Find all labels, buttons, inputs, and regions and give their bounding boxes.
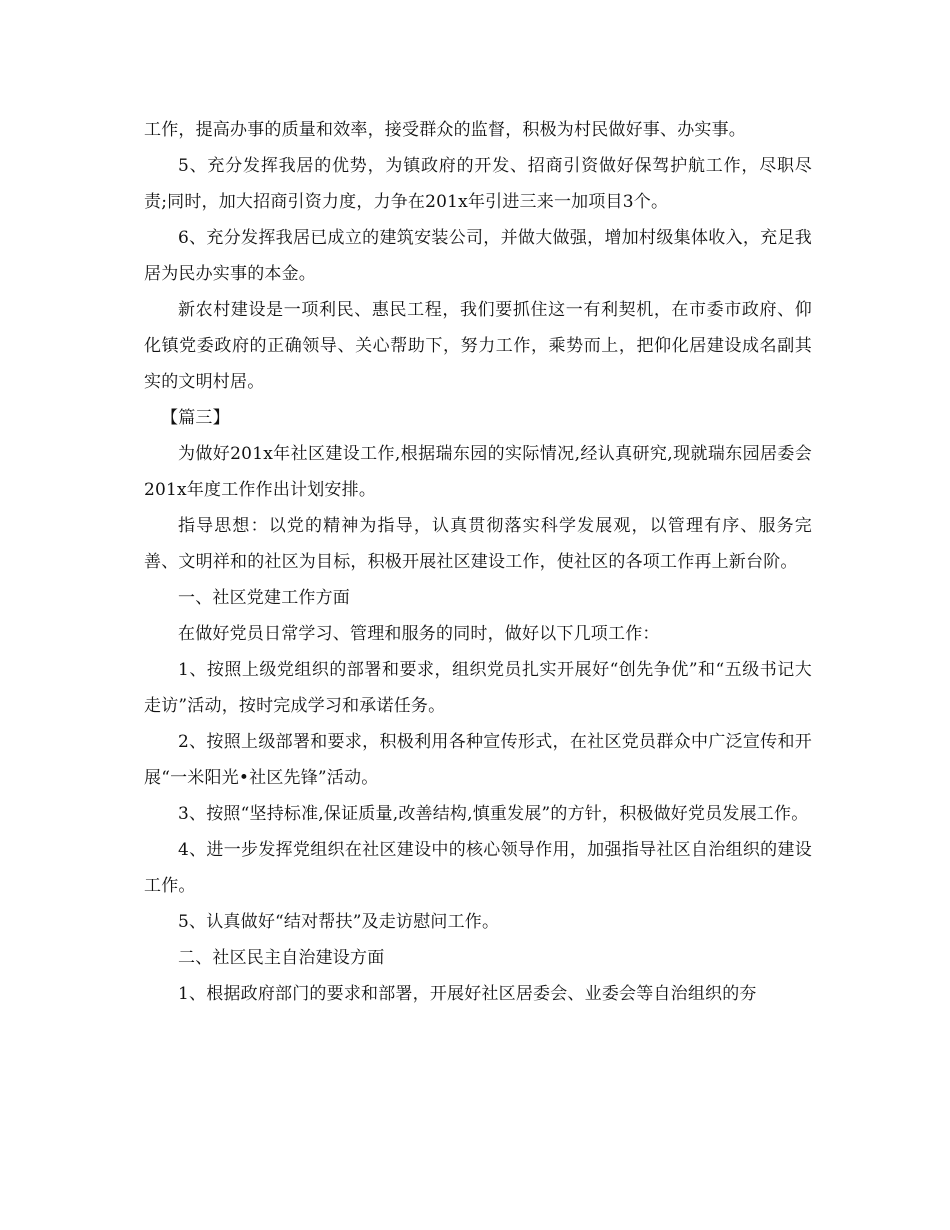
paragraph-guiding-thought: 指导思想：以党的精神为指导，认真贯彻落实科学发展观，以管理有序、服务完善、文明祥和的社区为目标，积极开展社区建设工作，使社区的各项工作再上新台阶。 [144, 516, 812, 572]
section-heading-part-three: 【篇三】 [161, 408, 230, 428]
subheading-democratic-autonomy: 二、社区民主自治建设方面 [178, 948, 385, 968]
paragraph-party-item-2: 2、按照上级部署和要求，积极利用各种宣传形式，在社区党员群众中广泛宣传和开展“一米阳光•社区先锋”活动。 [144, 732, 812, 788]
paragraph-item-5: 5、充分发挥我居的优势，为镇政府的开发、招商引资做好保驾护航工作，尽职尽责;同时，加大招商引资力度，力争在201x年引进三来一加项目3个。 [144, 156, 812, 212]
paragraph-autonomy-item-1: 1、根据政府部门的要求和部署，开展好社区居委会、业委会等自治组织的夯 [178, 984, 757, 1004]
subheading-party-building: 一、社区党建工作方面 [178, 588, 350, 608]
paragraph-party-item-3: 3、按照“坚持标准,保证质量,改善结构,慎重发展”的方针，积极做好党员发展工作。 [178, 804, 809, 824]
paragraph-party-item-1: 1、按照上级党组织的部署和要求，组织党员扎实开展好“创先争优”和“五级书记大走访”活动，按时完成学习和承诺任务。 [144, 660, 812, 716]
paragraph-new-rural-construction: 新农村建设是一项利民、惠民工程，我们要抓住这一有利契机，在市委市政府、仰化镇党委政府的正确领导、关心帮助下，努力工作，乘势而上，把仰化居建设成名副其实的文明村居。 [144, 300, 812, 392]
paragraph-continuation: 工作，提高办事的质量和效率，接受群众的监督，积极为村民做好事、办实事。 [144, 120, 746, 140]
document-body [144, 112, 812, 1012]
paragraph-party-item-4: 4、进一步发挥党组织在社区建设中的核心领导作用，加强指导社区自治组织的建设工作。 [144, 840, 812, 896]
paragraph-party-building-intro: 在做好党员日常学习、管理和服务的同时，做好以下几项工作： [178, 624, 660, 644]
paragraph-intro: 为做好201x年社区建设工作,根据瑞东园的实际情况,经认真研究,现就瑞东园居委会201x年度工作作出计划安排。 [144, 444, 812, 500]
paragraph-item-6: 6、充分发挥我居已成立的建筑安装公司，并做大做强，增加村级集体收入，充足我居为民办实事的本金。 [144, 228, 812, 284]
paragraph-party-item-5: 5、认真做好“结对帮扶”及走访慰问工作。 [178, 912, 500, 932]
